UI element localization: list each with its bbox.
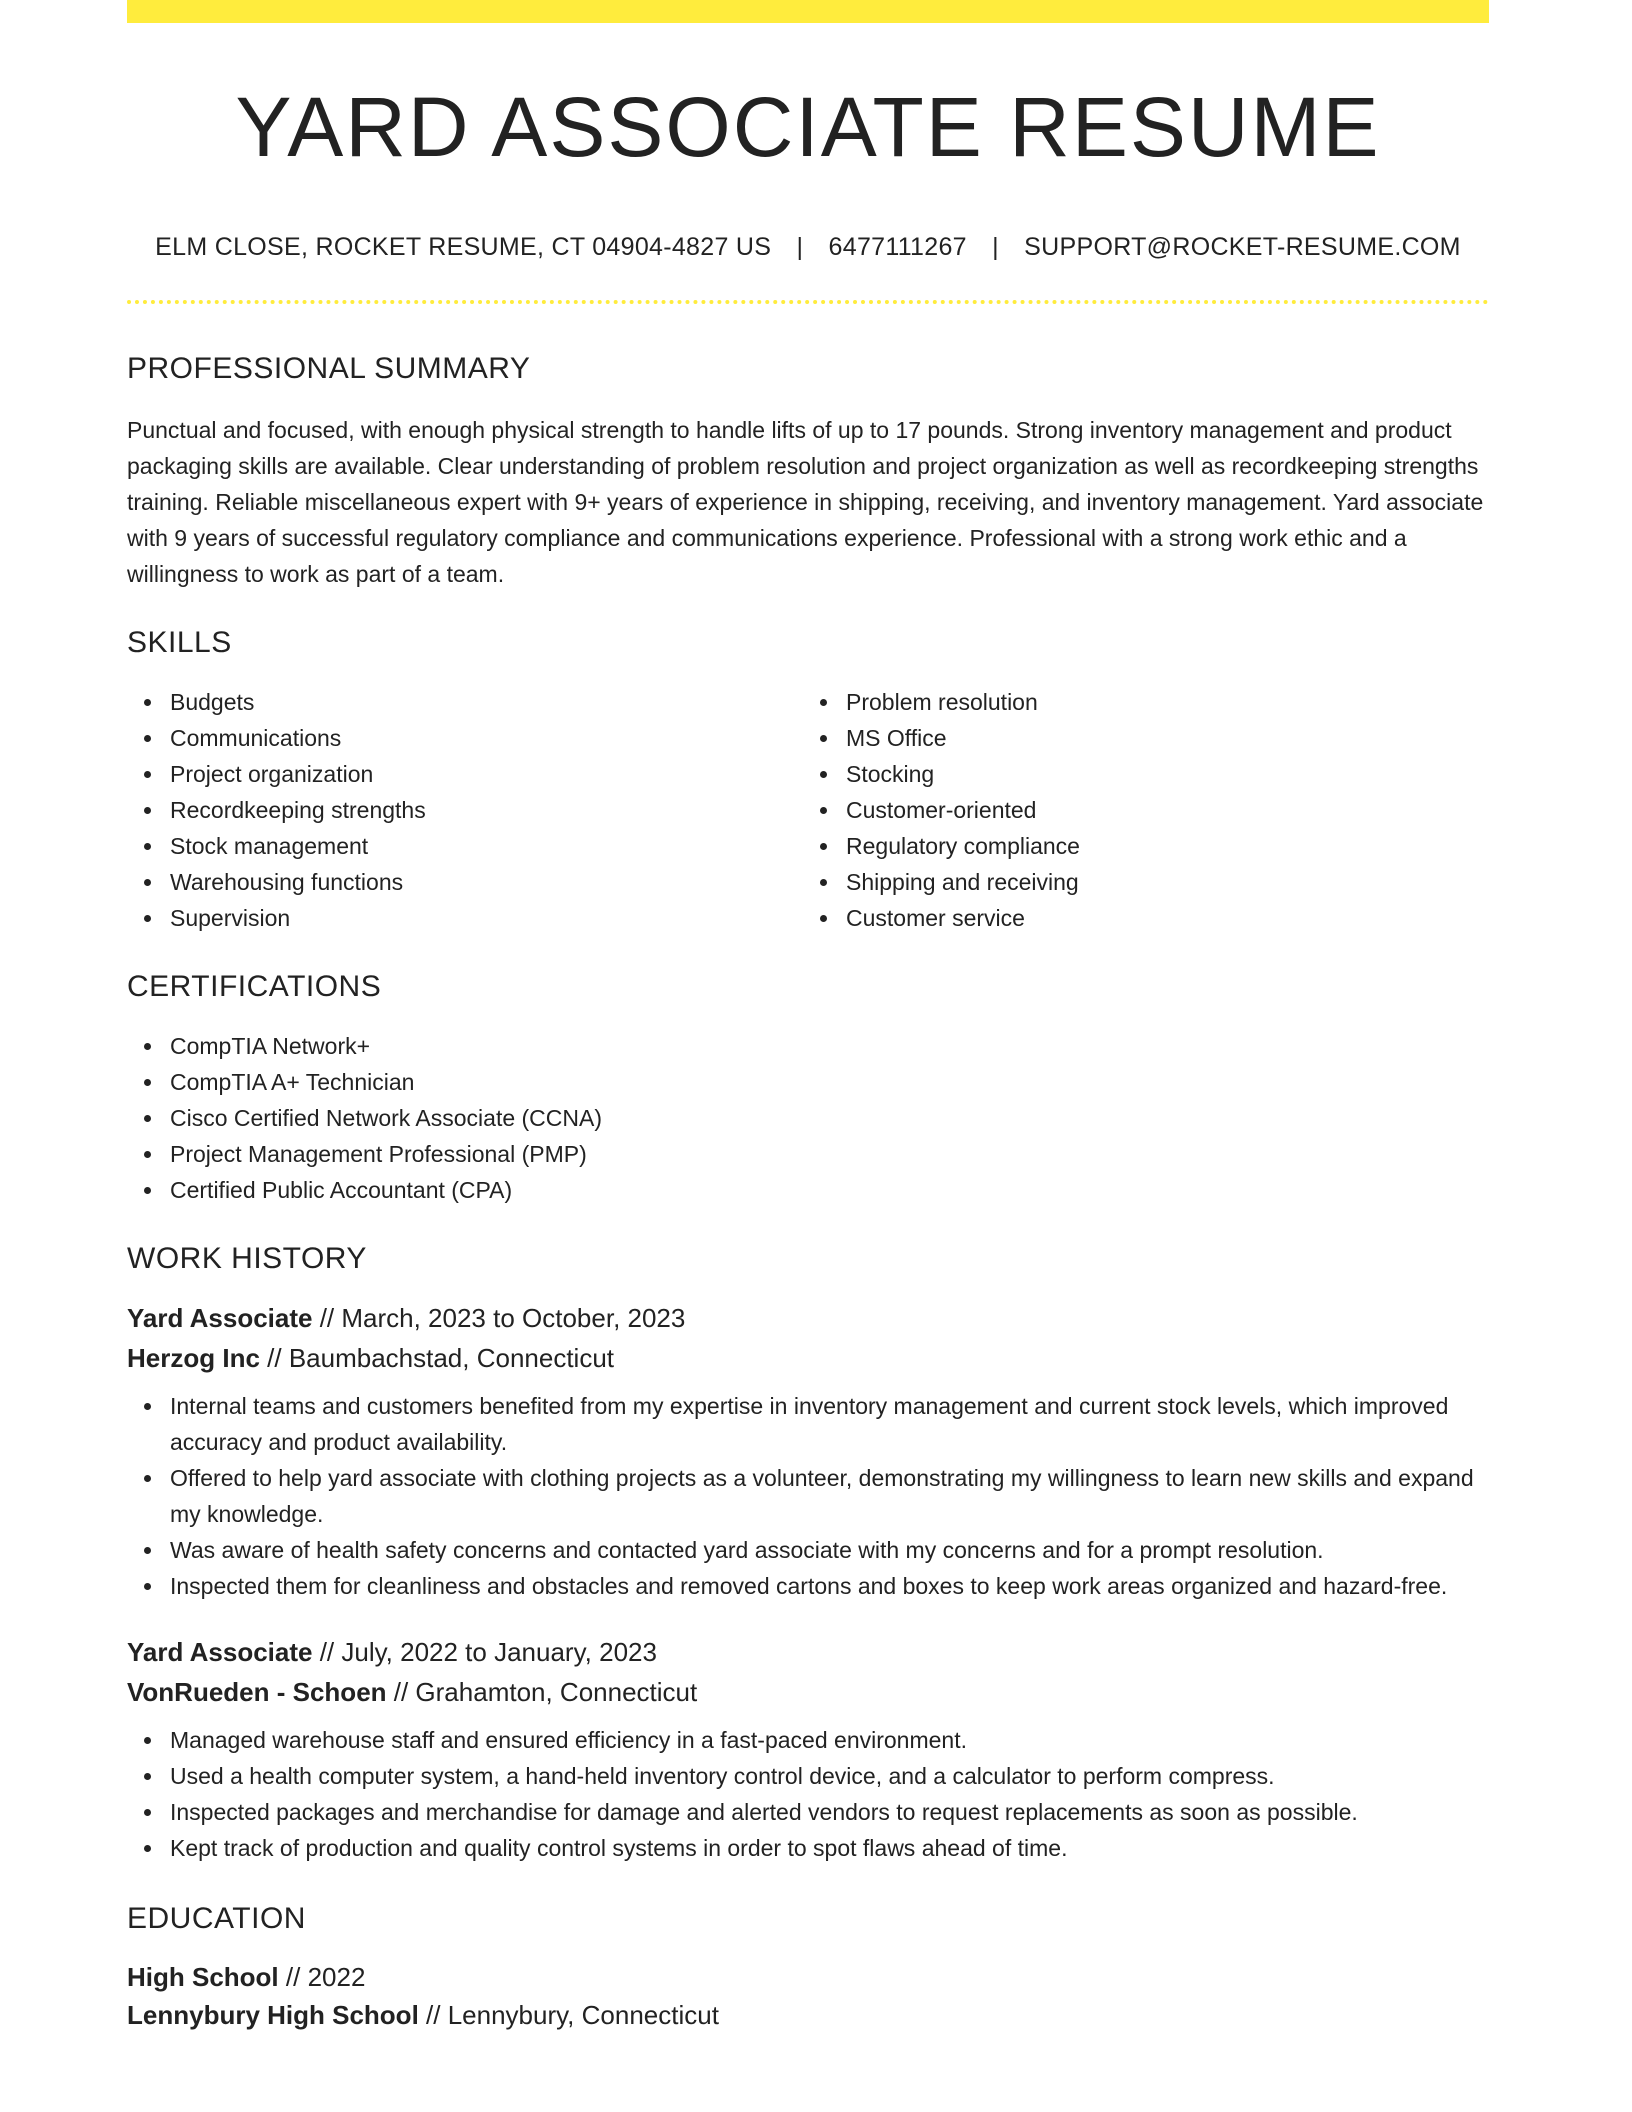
- skill-item: Supervision: [170, 900, 799, 936]
- resume-title: YARD ASSOCIATE RESUME: [235, 80, 1381, 174]
- section-heading-education: EDUCATION: [127, 1902, 306, 1935]
- job-company-line: [127, 1338, 1489, 1378]
- job-bullet: Inspected them for cleanliness and obstacles and removed cartons and boxes to keep work areas organized and hazard-free.: [170, 1568, 1489, 1604]
- certification-item: CompTIA Network+: [170, 1028, 1489, 1064]
- skill-item: Warehousing functions: [170, 864, 799, 900]
- skill-item: Budgets: [170, 684, 799, 720]
- certification-item: Certified Public Accountant (CPA): [170, 1172, 1489, 1208]
- job-bullet: Inspected packages and merchandise for damage and alerted vendors to request replacements as soon as possible.: [170, 1794, 1489, 1830]
- skills-grid: [127, 684, 1489, 936]
- job-bullets: [127, 1388, 1489, 1604]
- accent-top-bar: [127, 0, 1489, 23]
- job-entry: [127, 1298, 1489, 1604]
- certification-item: Cisco Certified Network Associate (CCNA): [170, 1100, 1489, 1136]
- certifications-list: [127, 1028, 1489, 1208]
- job-company: VonRueden - Schoen: [127, 1677, 387, 1707]
- education-location: // Lennybury, Connecticut: [418, 2000, 719, 2030]
- contact-separator: |: [992, 233, 999, 261]
- job-company: Herzog Inc: [127, 1343, 260, 1373]
- job-title: Yard Associate: [127, 1637, 313, 1667]
- job-bullet: Offered to help yard associate with clothing projects as a volunteer, demonstrating my willingness to learn new skills and expand my knowledge.: [170, 1460, 1489, 1532]
- education-school: Lennybury High School: [127, 2000, 419, 2030]
- skills-column-left: [127, 684, 799, 936]
- job-company-line: [127, 1672, 1489, 1712]
- section-heading-skills: SKILLS: [127, 626, 232, 659]
- skill-item: MS Office: [846, 720, 1471, 756]
- job-location: // Baumbachstad, Connecticut: [259, 1343, 615, 1373]
- job-bullet: Internal teams and customers benefited from my expertise in inventory management and current stock levels, which improved accuracy and product availability.: [170, 1388, 1489, 1460]
- section-heading-certifications: CERTIFICATIONS: [127, 970, 382, 1003]
- job-title: Yard Associate: [127, 1303, 313, 1333]
- contact-phone: 6477111267: [828, 233, 967, 261]
- skill-item: Stock management: [170, 828, 799, 864]
- job-title-line: [127, 1632, 1489, 1672]
- summary-text: Punctual and focused, with enough physical strength to handle lifts of up to 17 pounds. Strong inventory management and product packaging skills are available. Clear understanding of problem resolution and project organization as well as recordkeeping strengths training. Reliable miscellaneous expert with 9+ years of experience in shipping, receiving, and inventory management. Yard associate with 9 years of successful regulatory compliance and communications experience. Professional with a strong work ethic and a willingness to work as part of a team.: [127, 417, 1484, 587]
- education-year: // 2022: [278, 1962, 366, 1992]
- job-bullet: Used a health computer system, a hand-held inventory control device, and a calculator to perform compress.: [170, 1758, 1489, 1794]
- education-entry: [127, 1958, 1489, 2034]
- skill-item: Problem resolution: [846, 684, 1471, 720]
- dotted-divider: [127, 300, 1489, 304]
- job-bullet: Was aware of health safety concerns and contacted yard associate with my concerns and for a prompt resolution.: [170, 1532, 1489, 1568]
- section-heading-summary: PROFESSIONAL SUMMARY: [127, 352, 531, 385]
- contact-email: SUPPORT@ROCKET-RESUME.COM: [1024, 233, 1461, 261]
- resume-page: [127, 0, 1489, 2034]
- skill-item: Stocking: [846, 756, 1471, 792]
- job-entry: [127, 1632, 1489, 1866]
- certification-item: CompTIA A+ Technician: [170, 1064, 1489, 1100]
- skill-item: Customer service: [846, 900, 1471, 936]
- skill-item: Regulatory compliance: [846, 828, 1471, 864]
- skills-column-right: [799, 684, 1471, 936]
- job-bullet: Kept track of production and quality control systems in order to spot flaws ahead of time.: [170, 1830, 1489, 1866]
- education-school-line: [127, 1996, 1489, 2034]
- contact-address: ELM CLOSE, ROCKET RESUME, CT 04904-4827 US: [155, 233, 772, 261]
- job-location: // Grahamton, Connecticut: [386, 1677, 698, 1707]
- skill-item: Shipping and receiving: [846, 864, 1471, 900]
- certification-item: Project Management Professional (PMP): [170, 1136, 1489, 1172]
- contact-separator: |: [796, 233, 804, 261]
- skill-item: Communications: [170, 720, 799, 756]
- skill-item: Customer-oriented: [846, 792, 1471, 828]
- job-dates: // March, 2023 to October, 2023: [312, 1303, 686, 1333]
- job-title-line: [127, 1298, 1489, 1338]
- education-degree: High School: [127, 1962, 279, 1992]
- contact-line: [127, 233, 1489, 262]
- job-dates: // July, 2022 to January, 2023: [312, 1637, 657, 1667]
- job-bullet: Managed warehouse staff and ensured efficiency in a fast-paced environment.: [170, 1722, 1489, 1758]
- skill-item: Project organization: [170, 756, 799, 792]
- section-heading-work-history: WORK HISTORY: [127, 1242, 367, 1275]
- job-bullets: [127, 1722, 1489, 1866]
- education-degree-line: [127, 1958, 1489, 1996]
- skill-item: Recordkeeping strengths: [170, 792, 799, 828]
